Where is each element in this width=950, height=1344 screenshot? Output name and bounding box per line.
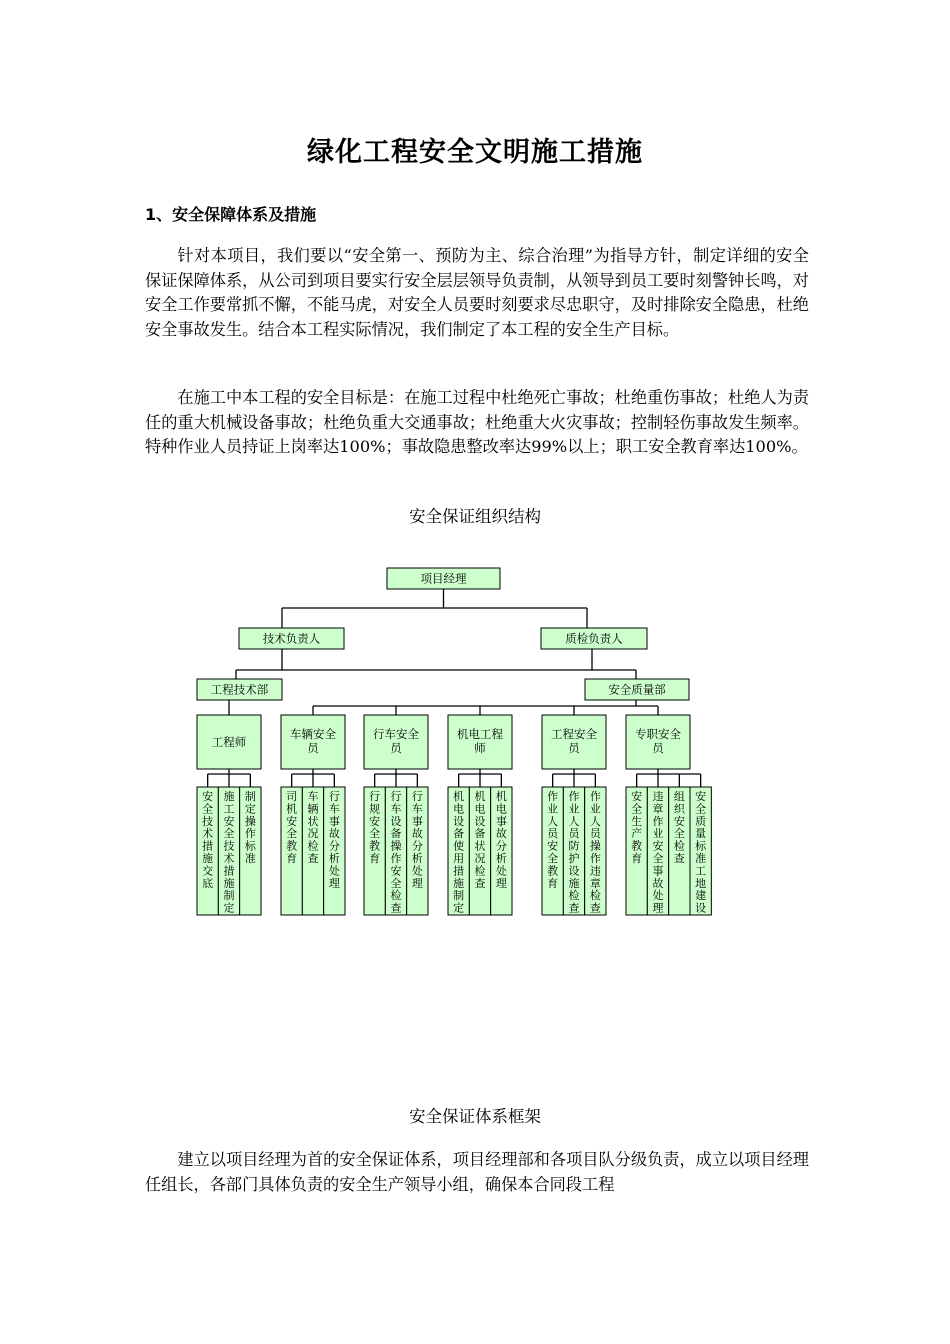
org-node-level2-label-0: 技术负责人 xyxy=(262,631,321,646)
org-node-level5-label-5-0: 安全生产教育 xyxy=(631,790,643,865)
org-node-level4-label-0: 工程师 xyxy=(211,735,247,749)
org-node-level2-label-1: 质检负责人 xyxy=(565,631,623,646)
org-node-level4-label-1: 车辆安全员 xyxy=(290,727,336,755)
org-node-level5-label-1-1: 车辆状况检查 xyxy=(307,790,319,865)
org-node-level3-label-1: 安全质量部 xyxy=(608,682,666,697)
document-title: 绿化工程安全文明施工措施 xyxy=(307,137,643,168)
org-node-level5-label-1-0: 司机安全教育 xyxy=(286,790,298,865)
org-node-level5-label-5-2: 组织安全检查 xyxy=(673,790,685,865)
org-node-level5-label-4-2: 作业人员操作违章检查 xyxy=(589,790,601,915)
org-node-level5-label-0-1: 施工安全技术措施制定 xyxy=(223,790,235,915)
org-node-level5-label-4-0: 作业人员安全教育 xyxy=(547,790,559,890)
org-node-level4-label-4: 工程安全员 xyxy=(551,727,597,755)
org-node-level5-label-0-0: 安全技术措施交底 xyxy=(202,790,214,890)
org-node-level5-label-0-2: 制定操作标准 xyxy=(244,790,256,865)
org-node-level5-label-2-0: 行规安全教育 xyxy=(369,790,381,865)
org-node-level5-label-1-2: 行车事故分析处理 xyxy=(328,790,340,890)
org-node-level4-label-2: 行车安全员 xyxy=(373,727,419,755)
org-node-level4-label-5: 专职安全员 xyxy=(635,727,681,755)
org-node-level5-label-5-1: 违章作业安全事故处理 xyxy=(652,790,664,915)
org-node-level4-label-3: 机电工程师 xyxy=(457,727,503,755)
org-node-project-manager-label: 项目经理 xyxy=(420,571,467,586)
org-chart-caption: 安全保证组织结构 xyxy=(409,507,541,526)
framework-caption: 安全保证体系框架 xyxy=(409,1107,541,1126)
paragraph-safety-goals: 在施工中本工程的安全目标是：在施工过程中杜绝死亡事故；杜绝重伤事故；杜绝人为责任的重大机械设备事故；杜绝负重大交通事故；杜绝重大火灾事故；控制轻伤事故发生频率。特种作业人员持证上岗率达100%；事故隐患整改率达99%以上；职工安全教育率达100%。 xyxy=(145,388,809,456)
org-node-level5-label-5-3: 安全质量标准工地建设 xyxy=(695,790,707,915)
paragraph-safety-policy: 针对本项目，我们要以“安全第一、预防为主、综合治理”为指导方针，制定详细的安全保证保障体系，从公司到项目要实行安全层层领导负责制，从领导到员工要时刻警钟长鸣，对安全工作要常抓不懈，不能马虎，对安全人员要时刻要求尽忠职守，及时排除安全隐患，杜绝安全事故发生。结合本工程实际情况，我们制定了本工程的安全生产目标。 xyxy=(145,246,809,339)
org-node-level3-label-0: 工程技术部 xyxy=(210,682,269,697)
org-node-level5-label-2-2: 行车事故分析处理 xyxy=(411,790,423,890)
org-chart-nodes xyxy=(197,568,711,915)
org-node-level5-label-3-0: 机电设备使用措施制定 xyxy=(453,790,465,915)
section-heading: 1、安全保障体系及措施 xyxy=(145,205,317,224)
org-node-level5-label-4-1: 作业人员防护设施检查 xyxy=(568,790,580,915)
org-node-level5-label-2-1: 行车设备操作安全检查 xyxy=(390,790,402,915)
safety-org-chart xyxy=(0,560,950,930)
paragraph-safety-system: 建立以项目经理为首的安全保证体系，项目经理部和各项目队分级负责，成立以项目经理任组长，各部门具体负责的安全生产领导小组，确保本合同段工程 xyxy=(145,1150,809,1194)
org-node-level5-label-3-1: 机电设备状况检查 xyxy=(474,790,486,890)
org-node-level5-label-3-2: 机电事故分析处理 xyxy=(495,790,507,890)
